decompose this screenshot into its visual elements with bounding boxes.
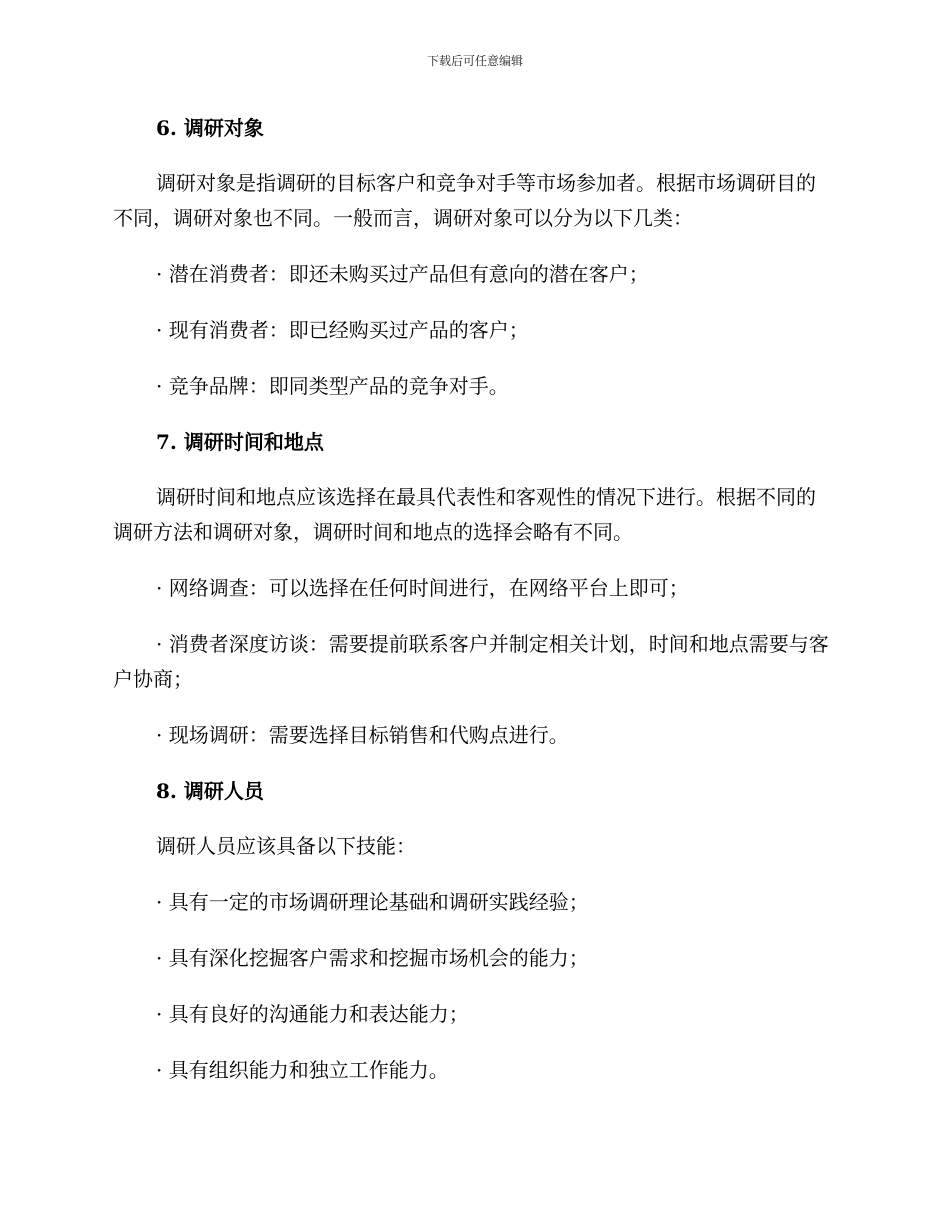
paragraph: 调研人员应该具备以下技能： [156, 834, 416, 858]
paragraph: 调研对象是指调研的目标客户和竞争对手等市场参加者。根据市场调研目的不同，调研对象也不同。一般而言，调研对象可以分为以下几类： [113, 171, 816, 230]
document-body [113, 111, 833, 1109]
bullet-item: · 具有深化挖掘客户需求和挖掘市场机会的能力； [156, 946, 589, 970]
section-heading-time-and-place: 7. 调研时间和地点 [156, 430, 324, 454]
section-heading-research-subjects: 6. 调研对象 [156, 116, 264, 140]
bullet-item: · 具有良好的沟通能力和表达能力； [156, 1002, 469, 1026]
bullet-item: · 潜在消费者：即还未购买过产品但有意向的潜在客户； [156, 262, 649, 286]
bullet-item: · 消费者深度访谈：需要提前联系客户并制定相关计划，时间和地点需要与客户协商； [113, 632, 829, 691]
bullet-item: · 现场调研：需要选择目标销售和代购点进行。 [156, 723, 569, 747]
page-header: 下载后可任意编辑 [426, 54, 523, 68]
bullet-item: · 网络调查：可以选择在任何时间进行，在网络平台上即可； [156, 576, 689, 600]
section-heading-research-staff: 8. 调研人员 [156, 779, 264, 803]
bullet-item: · 竞争品牌：即同类型产品的竞争对手。 [156, 374, 509, 398]
bullet-item: · 具有一定的市场调研理论基础和调研实践经验； [156, 890, 589, 914]
bullet-item: · 现有消费者：即已经购买过产品的客户； [156, 318, 529, 342]
paragraph: 调研时间和地点应该选择在最具代表性和客观性的情况下进行。根据不同的调研方法和调研对象，调研时间和地点的选择会略有不同。 [113, 485, 816, 544]
bullet-item: · 具有组织能力和独立工作能力。 [156, 1058, 449, 1082]
